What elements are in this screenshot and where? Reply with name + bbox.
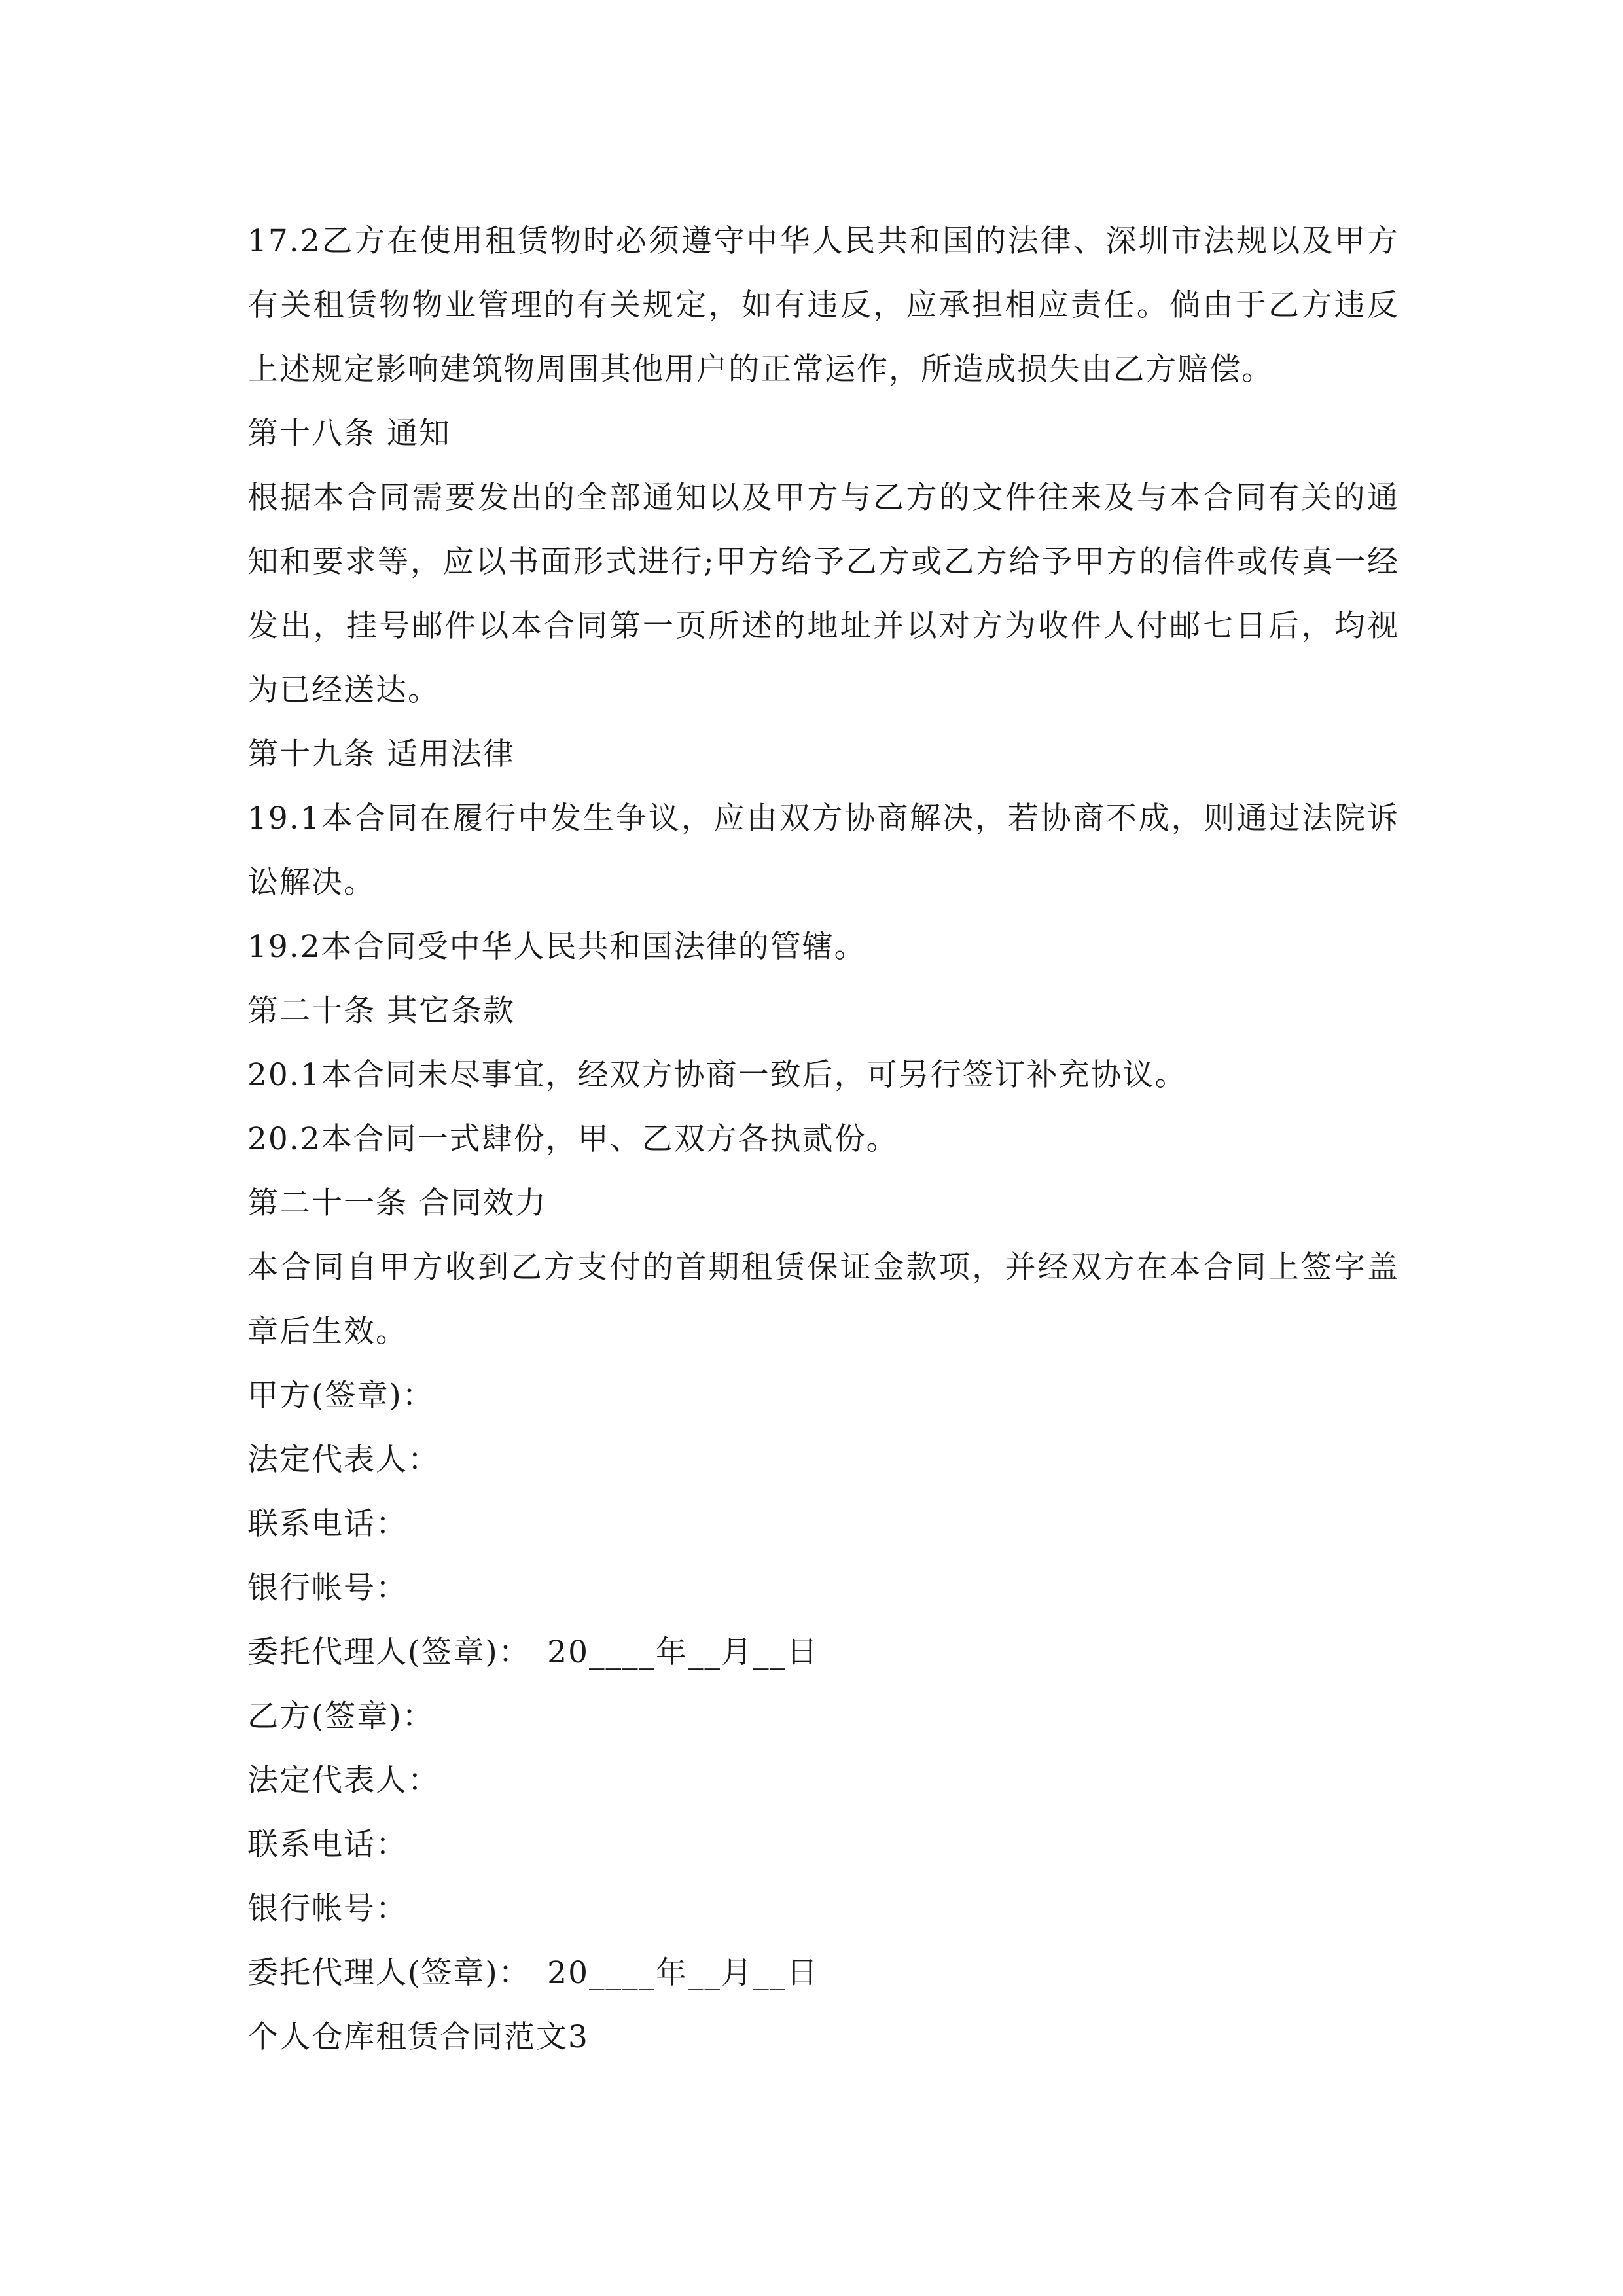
document-body — [247, 209, 1399, 2070]
party-b-agent-date-line: 委托代理人(签章)： 20____年__月__日 — [247, 1955, 819, 1991]
clause-17-2: 17.2乙方在使用租赁物时必须遵守中华人民共和国的法律、深圳市法规以及甲方有关租赁物物业管理的有关规定，如有违反，应承担相应责任。倘由于乙方违反上述规定影响建筑物周围其他用户的正常运作，所造成损失由乙方赔偿。 — [247, 223, 1399, 387]
article-21-heading: 第二十一条 合同效力 — [247, 1185, 547, 1221]
clause-20-1: 20.1本合同未尽事宜，经双方协商一致后，可另行签订补充协议。 — [247, 1057, 1187, 1093]
party-a-legal-rep-label: 法定代表人： — [247, 1442, 440, 1478]
article-18-heading: 第十八条 通知 — [247, 416, 451, 452]
party-a-bank-account-label: 银行帐号： — [247, 1570, 408, 1606]
party-a-phone-label: 联系电话： — [247, 1506, 408, 1542]
effectiveness-paragraph: 本合同自甲方收到乙方支付的首期租赁保证金款项，并经双方在本合同上签字盖章后生效。 — [247, 1249, 1399, 1350]
clause-19-2: 19.2本合同受中华人民共和国法律的管辖。 — [247, 929, 866, 965]
clause-19-1: 19.1本合同在履行中发生争议，应由双方协商解决，若协商不成，则通过法院诉讼解决。 — [247, 800, 1399, 901]
party-b-legal-rep-label: 法定代表人： — [247, 1763, 440, 1799]
party-b-signature-label: 乙方(签章)： — [247, 1698, 435, 1734]
party-b-bank-account-label: 银行帐号： — [247, 1891, 408, 1927]
party-b-phone-label: 联系电话： — [247, 1827, 408, 1863]
party-a-agent-date-line: 委托代理人(签章)： 20____年__月__日 — [247, 1634, 819, 1670]
notice-paragraph: 根据本合同需要发出的全部通知以及甲方与乙方的文件往来及与本合同有关的通知和要求等，应以书面形式进行;甲方给予乙方或乙方给予甲方的信件或传真一经发出，挂号邮件以本合同第一页所述的地址并以对方为收件人付邮七日后，均视为已经送达。 — [247, 480, 1399, 708]
next-document-title: 个人仓库租赁合同范文3 — [247, 2019, 589, 2055]
article-20-heading: 第二十条 其它条款 — [247, 993, 515, 1029]
article-19-heading: 第十九条 适用法律 — [247, 736, 515, 772]
clause-20-2: 20.2本合同一式肆份，甲、乙双方各执贰份。 — [247, 1121, 899, 1157]
party-a-signature-label: 甲方(签章)： — [247, 1378, 435, 1414]
